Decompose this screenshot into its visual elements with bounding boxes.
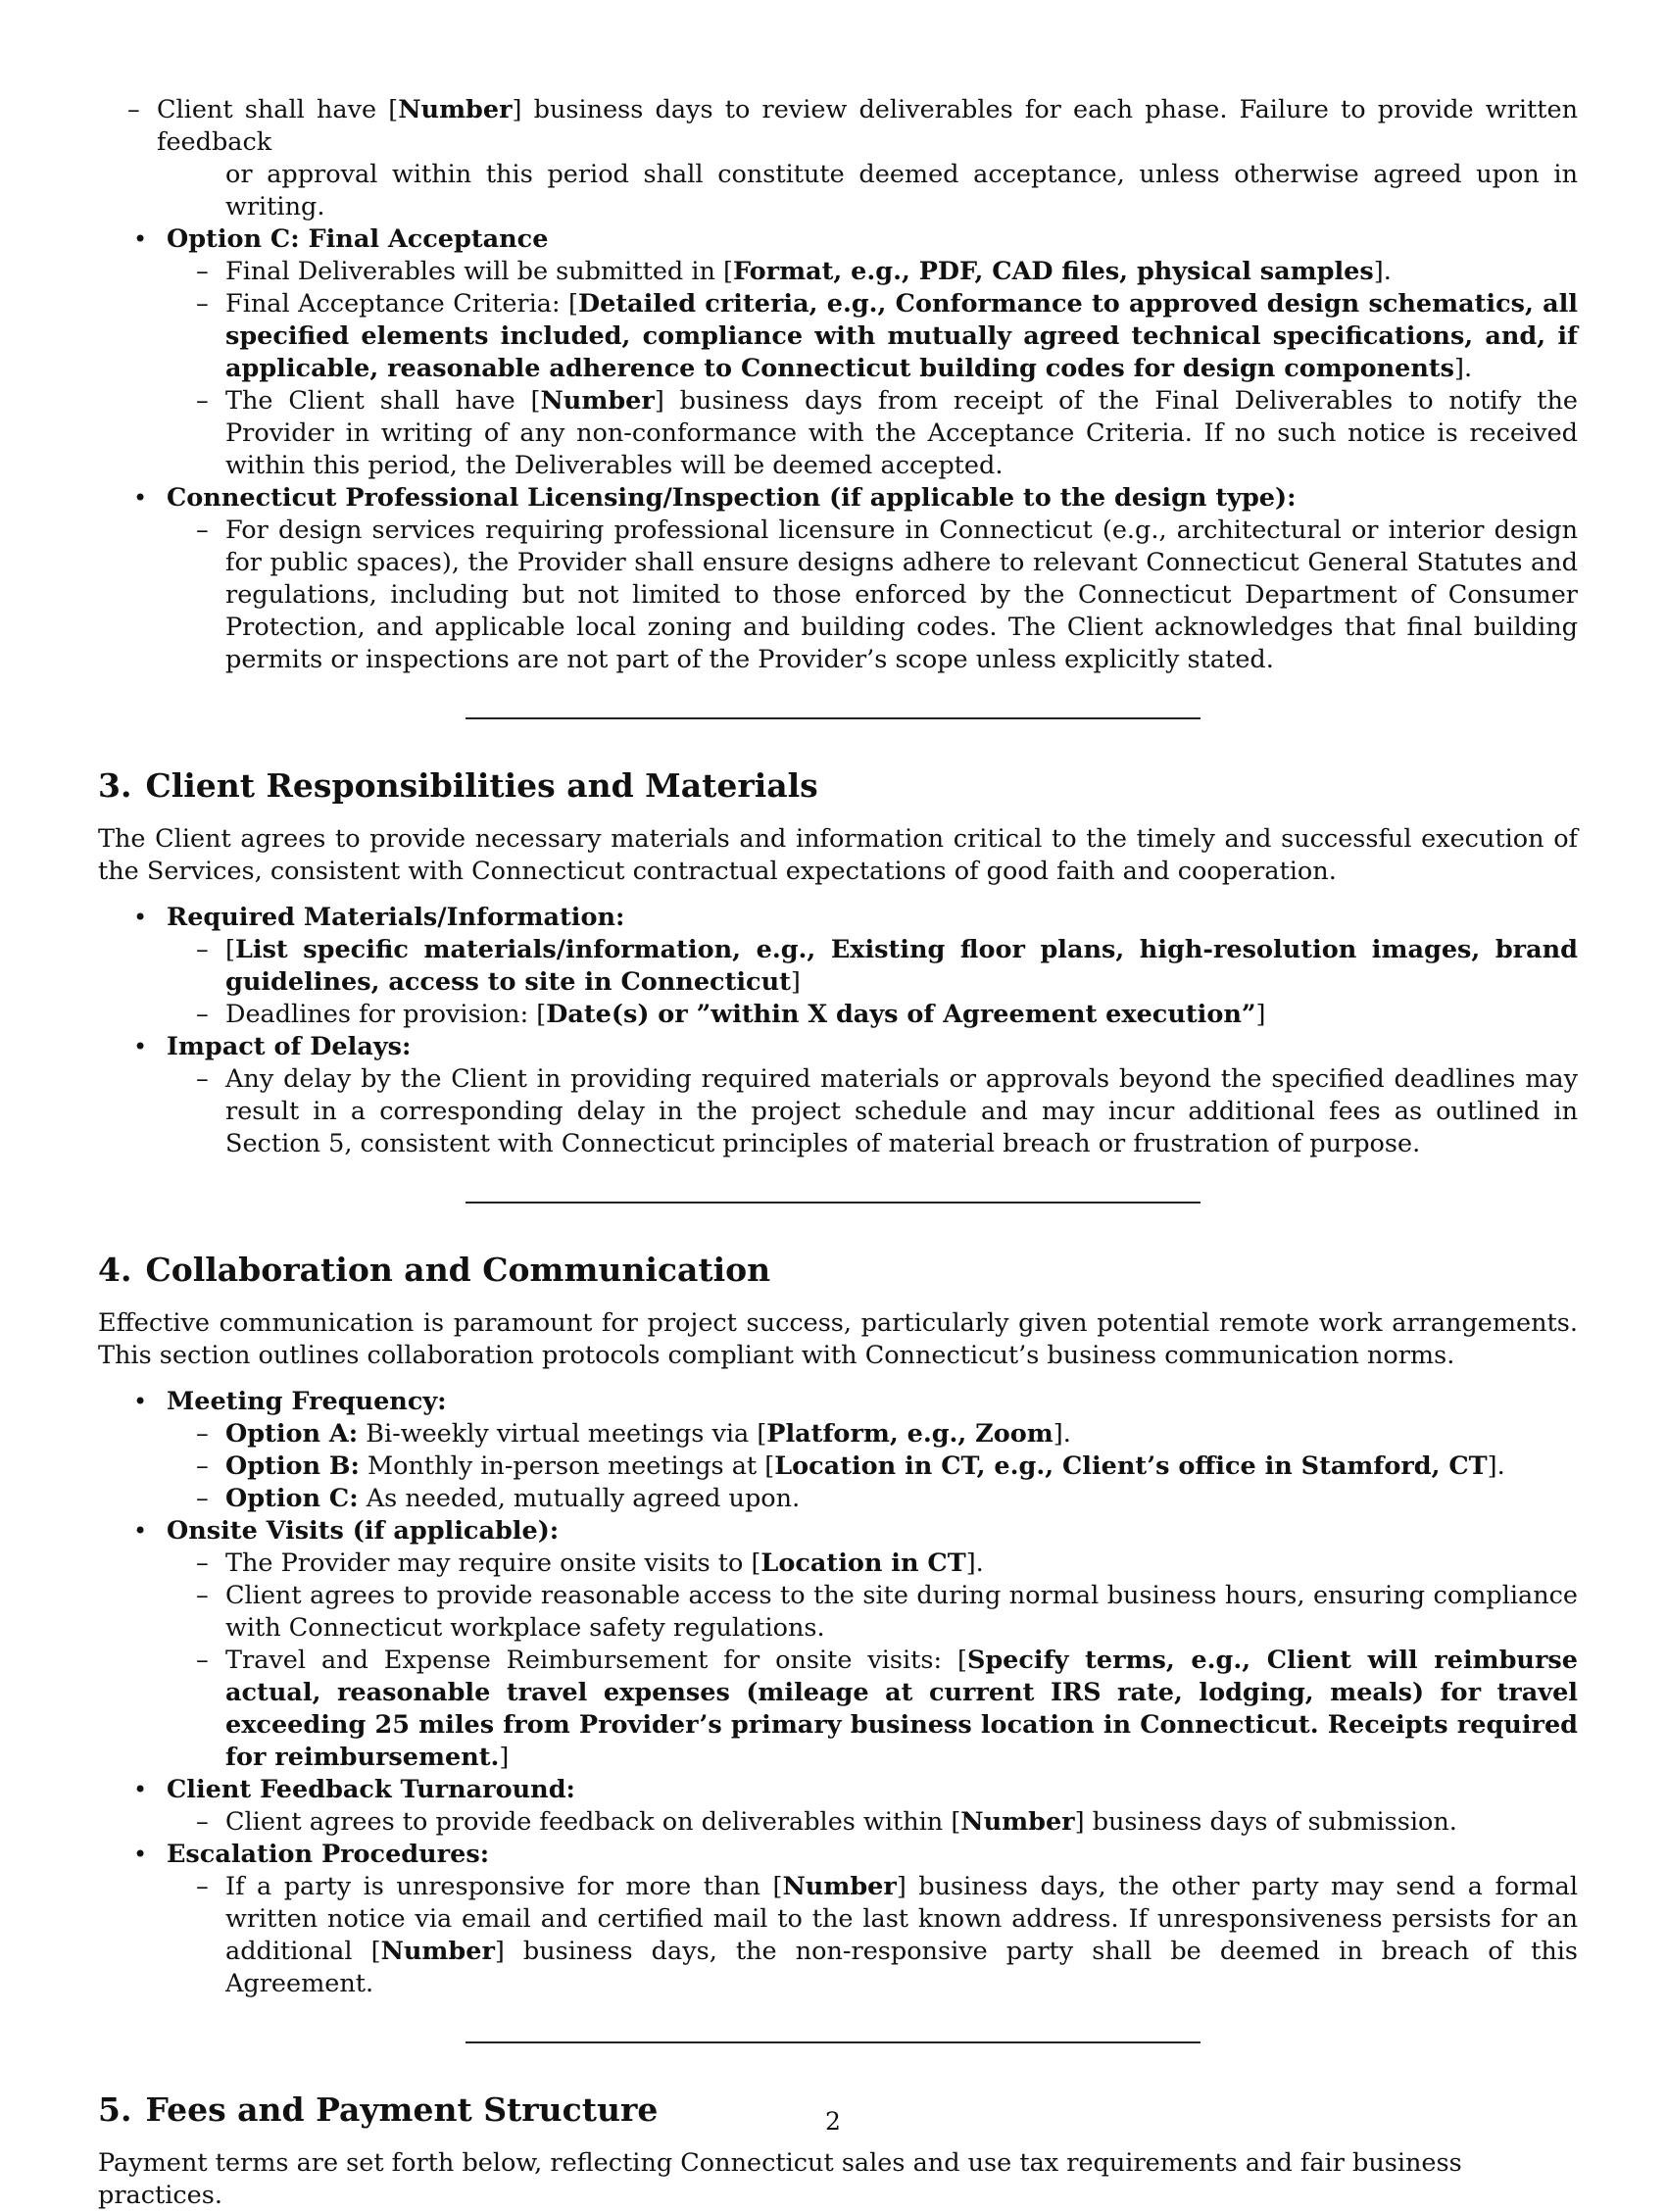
section-divider bbox=[466, 717, 1200, 719]
list-item: – For design services requiring professional licensure in Connecticut (e.g., architectural or interior design for public spaces), the Provider shall ensure designs adhere to relevant Connecticut General Statutes and regulations, including but not limited to those enforced by the Connecticut Department of Consumer Protection, and applicable local zoning and building codes. The Client acknowledges that final building permits or inspections are not part of the Provider’s scope unless explicitly stated. bbox=[167, 515, 1578, 676]
continued-sublist bbox=[98, 94, 1578, 159]
list-item: – Final Deliverables will be submitted in [Format, e.g., PDF, CAD files, physical samples]. bbox=[167, 256, 1578, 288]
section-divider bbox=[466, 2041, 1200, 2043]
list-item: – The Provider may require onsite visits to [Location in CT]. bbox=[167, 1548, 1578, 1580]
option-c-title: Option C: Final Acceptance bbox=[167, 224, 549, 254]
list-item: – [List specific materials/information, e.g., Existing floor plans, high-resolution images, brand guidelines, access to site in Connecticut] bbox=[167, 934, 1578, 999]
list-item: – Travel and Expense Reimbursement for onsite visits: [Specify terms, e.g., Client will reimburse actual, reasonable travel expenses (mileage at current IRS rate, lodging, meals) for travel exceeding 25 miles from Provider’s primary business location in Connecticut. Receipts required for reimbursement.] bbox=[167, 1645, 1578, 1774]
list-item: – Client agrees to provide reasonable access to the site during normal business hours, ensuring compliance with Connecticut workplace safety regulations. bbox=[167, 1580, 1578, 1645]
list-item: – If a party is unresponsive for more than [Number] business days, the other party may send a formal written notice via email and certified mail to the last known address. If unresponsiveness persists for an additional [Number] business days, the non-responsive party shall be deemed in breach of this Agreement. bbox=[167, 1871, 1578, 2000]
list-item: • Required Materials/Information: – [List specific materials/information, e.g., Existing floor plans, high-resolution images, brand guidelines, access to site in Connecticut] – Deadlines for provision: [Date(s) or ”within X days of Agreement execution”] bbox=[98, 902, 1578, 1031]
section-heading: 5. Fees and Payment Structure bbox=[98, 2090, 659, 2129]
page-number: 2 bbox=[825, 2107, 841, 2136]
section-divider bbox=[466, 1202, 1200, 1204]
licensing-title: Connecticut Professional Licensing/Inspection (if applicable to the design type): bbox=[167, 483, 1297, 513]
document-page bbox=[98, 94, 1578, 2212]
list-item: – Option A: Bi-weekly virtual meetings via [Platform, e.g., Zoom]. bbox=[167, 1418, 1578, 1450]
list-item bbox=[98, 482, 1578, 676]
list-item: • Client Feedback Turnaround: – Client agrees to provide feedback on deliverables within [Number] business days of submission. bbox=[98, 1774, 1578, 1839]
responsibilities-list bbox=[98, 902, 1578, 1160]
list-item: • Escalation Procedures: – If a party is unresponsive for more than [Number] business days, the other party may send a formal written notice via email and certified mail to the last known address. If unresponsiveness persists for an additional [Number] business days, the non-responsive party shall be deemed in breach of this Agreement. bbox=[98, 1839, 1578, 2000]
section-heading: 4. Collaboration and Communication bbox=[98, 1251, 771, 1289]
list-item: • Onsite Visits (if applicable): – The Provider may require onsite visits to [Location in CT]. – Client agrees to provide reasonable access to the site during normal business hours, ensuring compliance with Connecticut workplace safety regulations. – Travel and Expense Reimbursement for onsite visits: [Specify terms, e.g., Client will reimburse actual, reasonable travel expenses (mileage at current IRS rate, lodging, meals) for travel exceeding 25 miles from Provider’s primary business location in Connecticut. Receipts required for reimbursement.] bbox=[98, 1515, 1578, 1774]
list-item: – Client agrees to provide feedback on deliverables within [Number] business days of submission. bbox=[167, 1806, 1578, 1839]
list-item: – Option B: Monthly in-person meetings at [Location in CT, e.g., Client’s office in Stamford, CT]. bbox=[167, 1450, 1578, 1483]
list-item-continuation: or approval within this period shall constitute deemed acceptance, unless otherwise agreed upon in writing. bbox=[225, 160, 1578, 221]
section-intro: The Client agrees to provide necessary materials and information critical to the timely and successful execution of the Services, consistent with Connecticut contractual expectations of good faith and cooperation. bbox=[98, 824, 1578, 886]
list-item: – The Client shall have [Number] business days from receipt of the Final Deliverables to notify the Provider in writing of any non-conformance with the Acceptance Criteria. If no such notice is received within this period, the Deliverables will be deemed accepted. bbox=[167, 385, 1578, 482]
section-intro: Effective communication is paramount for project success, particularly given potential remote work arrangements. This section outlines collaboration protocols compliant with Connecticut’s business communication norms. bbox=[98, 1308, 1578, 1370]
collaboration-list bbox=[98, 1386, 1578, 2000]
option-list bbox=[98, 223, 1578, 676]
list-item: • Impact of Delays: – Any delay by the Client in providing required materials or approvals beyond the specified deadlines may result in a corresponding delay in the project schedule and may incur additional fees as outlined in Section 5, consistent with Connecticut principles of material breach or frustration of purpose. bbox=[98, 1031, 1578, 1160]
list-item: – Final Acceptance Criteria: [Detailed criteria, e.g., Conformance to approved design schematics, all specified elements included, compliance with mutually agreed technical specifications, and, if applicable, reasonable adherence to Connecticut building codes for design components]. bbox=[167, 288, 1578, 385]
list-item bbox=[98, 223, 1578, 482]
list-item: • Meeting Frequency: – Option A: Bi-weekly virtual meetings via [Platform, e.g., Zoom]. – Option B: Monthly in-person meetings at [Location in CT, e.g., Client’s office in Stamford, CT]. – Option C: As needed, mutually agreed upon. bbox=[98, 1386, 1578, 1515]
list-item: – Client shall have [Number] business days to review deliverables for each phase. Failure to provide written feedback bbox=[98, 94, 1578, 159]
list-item: – Option C: As needed, mutually agreed upon. bbox=[167, 1483, 1578, 1515]
list-item: – Any delay by the Client in providing required materials or approvals beyond the specified deadlines may result in a corresponding delay in the project schedule and may incur additional fees as outlined in Section 5, consistent with Connecticut principles of material breach or frustration of purpose. bbox=[167, 1063, 1578, 1160]
list-item: – Deadlines for provision: [Date(s) or ”within X days of Agreement execution”] bbox=[167, 999, 1578, 1031]
section-intro: Payment terms are set forth below, reflecting Connecticut sales and use tax requirements and fair business practices. bbox=[98, 2148, 1462, 2210]
section-heading: 3. Client Responsibilities and Materials bbox=[98, 766, 818, 805]
